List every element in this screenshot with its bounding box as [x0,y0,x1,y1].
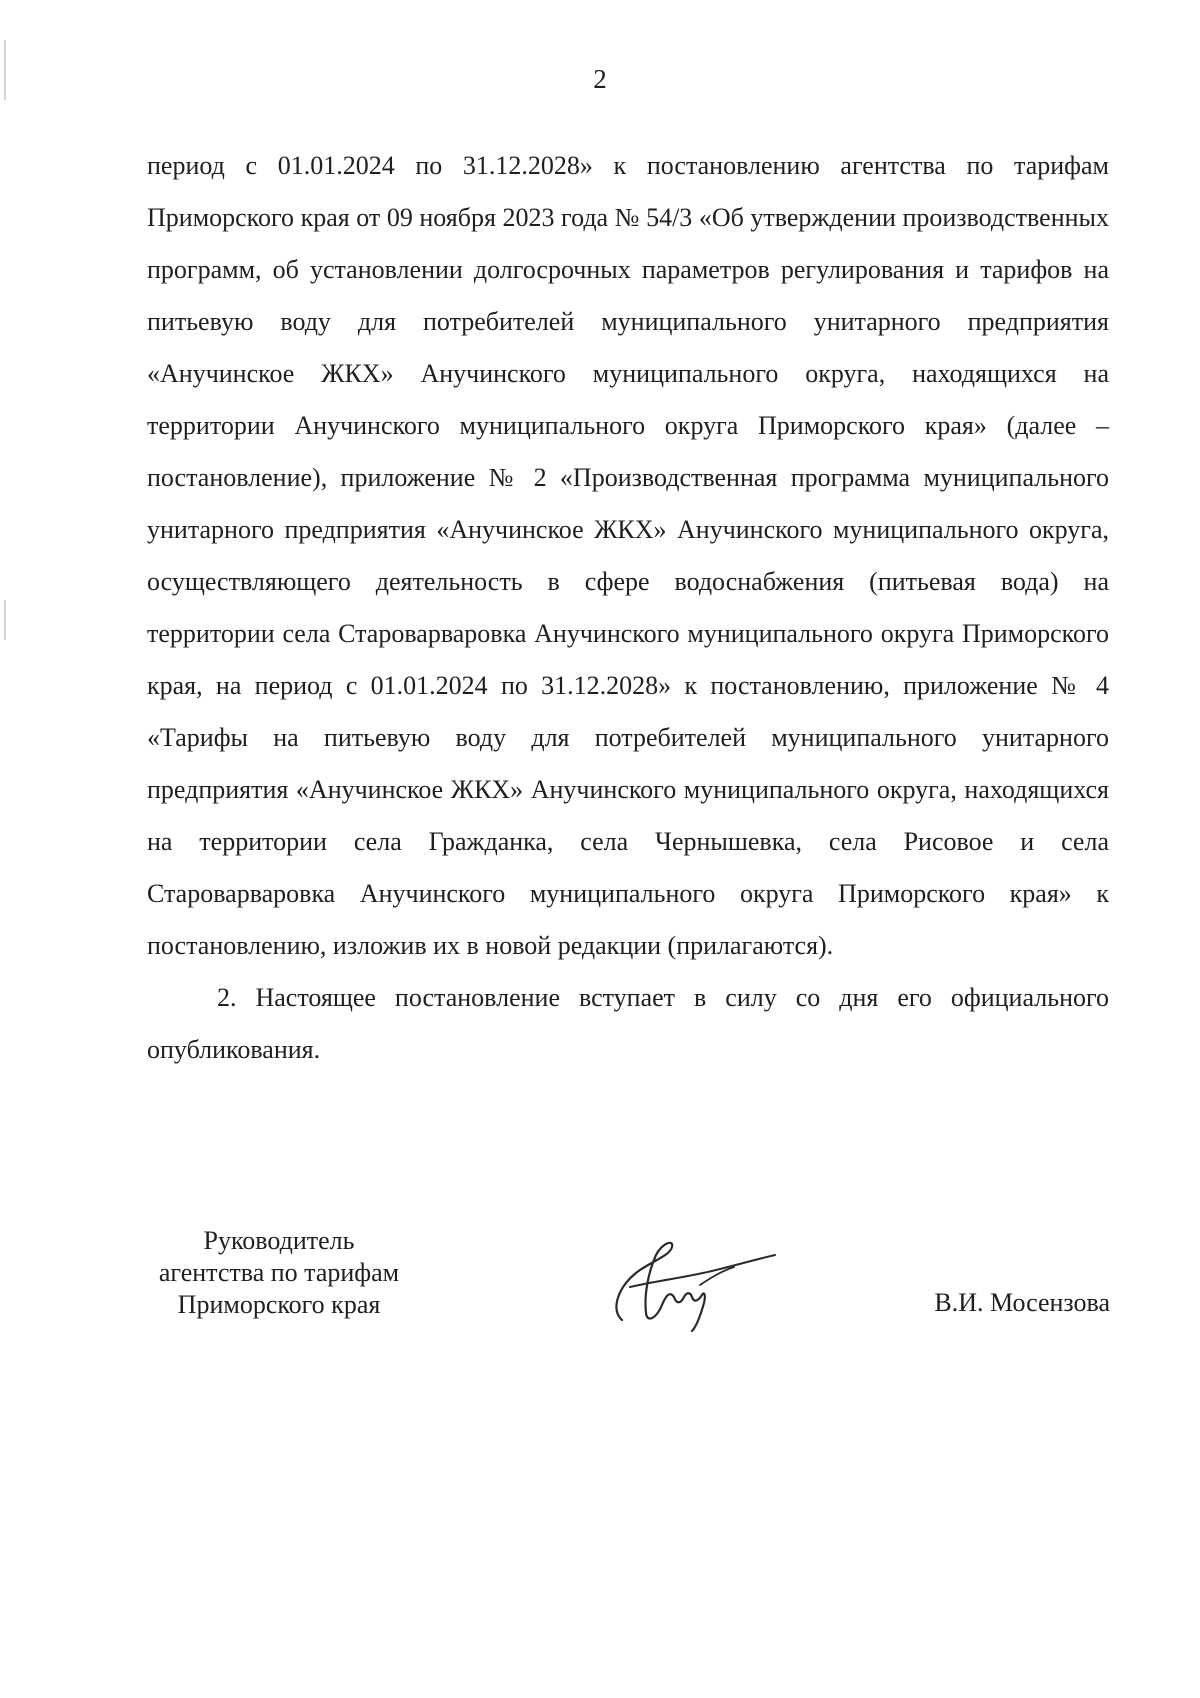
signer-position-line-3: Приморского края [177,1290,381,1319]
paragraph-continuation: период с 01.01.2024 по 31.12.2028» к постановлению агентства по тарифам Приморского края от 09 ноября 2023 года № 54/3 «Об утверждении производственных программ, об установлении долгосрочных параметров регулирования и тарифов на питьевую воду для потребителей муниципального унитарного предприятия «Анучинское ЖКХ» Анучинского муниципального округа, находящихся на территории Анучинского муниципального округа Приморского края» (далее – постановление), приложение № 2 «Производственная программа муниципального унитарного предприятия «Анучинское ЖКХ» Анучинского муниципального округа, осуществляющего деятельность в сфере водоснабжения (питьевая вода) на территории села Староварваровка Анучинского муниципального округа Приморского края, на период с 01.01.2024 по 31.12.2028» к постановлению, приложение № 4 «Тарифы на питьевую воду для потребителей муниципального унитарного предприятия «Анучинское ЖКХ» Анучинского муниципального округа, находящихся на территории села Гражданка, села Чернышевка, села Рисовое и села Староварваровка Анучинского муниципального округа Приморского края» к постановлению, изложив их в новой редакции (прилагаются). [147,151,1109,960]
page-number: 2 [593,64,607,94]
body-text [147,140,1109,1076]
signature-block [0,1225,1200,1345]
signer-name: В.И. Мосензова [934,1288,1110,1317]
signer-position-line-2: агентства по тарифам [158,1258,400,1287]
signer-position [144,1225,414,1321]
signer-position-line-1: Руководитель [203,1226,355,1255]
paragraph-item-2: 2. Настоящее постановление вступает в силу со дня его официального опубликования. [147,983,1109,1064]
handwritten-signature-icon [600,1225,780,1335]
scan-mark-middle [4,600,6,640]
